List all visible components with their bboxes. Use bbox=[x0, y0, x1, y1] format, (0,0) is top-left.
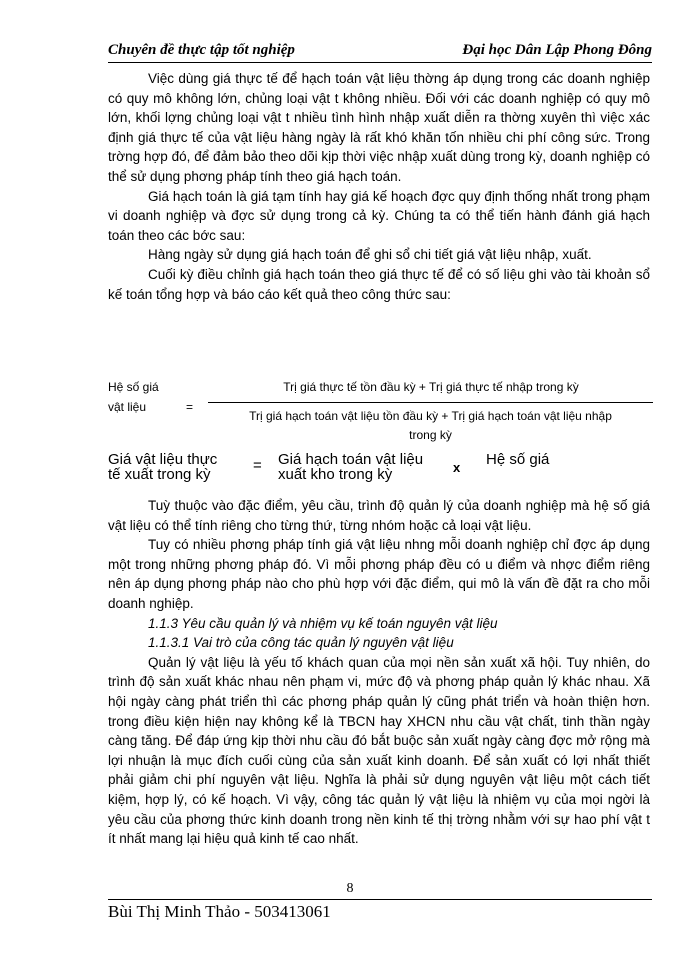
section-heading: 1.1.3 Yêu cầu quản lý và nhiệm vụ kế toán nguyên vật liệu bbox=[148, 615, 498, 631]
paragraph: Cuối kỳ điều chỉnh giá hạch toán theo giá thực tế để có số liệu ghi vào tài khoản sổ kế toán tổng hợp và báo cáo kết quả theo công thức sau: bbox=[108, 266, 650, 302]
formula-equals: = bbox=[186, 400, 194, 414]
middle-term-line2: xuất kho trong kỳ bbox=[278, 466, 393, 483]
actual-price-formula bbox=[108, 452, 653, 488]
paragraph: Hàng ngày sử dụng giá hạch toán để ghi sổ chi tiết giá vật liệu nhập, xuất. bbox=[148, 247, 592, 263]
paragraph: Việc dùng giá thực tế để hạch toán vật liệu thờng áp dụng trong các doanh nghiệp có quy mô không lớn, chủng loại vật t không nhiều. Đối với các doanh nghiệp có quy mô lớn, khối lợng chủng loại vật t nhiều tình hình nhập xuất diễn ra thờng xuyên thì việc xác định giá thực tế của vật liệu hàng ngày là rất khó khăn tốn nhiều chi phí công sức. Trong trờng hợp đó, để đảm bảo theo dõi kịp thời việc nhập xuất dùng trong kỳ, doanh nghiệp có thể sử dụng phơng pháp tính theo giá hạch toán. bbox=[108, 71, 650, 184]
body-section-1 bbox=[108, 69, 650, 304]
left-term-line1: Giá vật liệu thực bbox=[108, 451, 218, 468]
formula-equals: = bbox=[253, 457, 262, 474]
paragraph: Tuy có nhiều phơng pháp tính giá vật liệu nhng mỗi doanh nghiệp chỉ đợc áp dụng một trong những phơng pháp đó. Vì mỗi phơng pháp đều có u điểm và nhợc điểm riêng nên áp dụng phơng pháp nào cho phù hợp với đặc điểm, qui mô là vấn đề đặt ra cho mỗi doanh nghiệp. bbox=[108, 537, 650, 611]
formula-left-term bbox=[108, 452, 217, 482]
page-number: 8 bbox=[346, 881, 354, 896]
formula-times: x bbox=[453, 460, 461, 475]
coefficient-formula bbox=[108, 372, 653, 448]
paragraph: Tuỳ thuộc vào đặc điểm, yêu cầu, trình độ quản lý của doanh nghiệp mà hệ số giá vật liệu có thể tính riêng cho từng thứ, từng nhóm hoặc cả loại vật liệu. bbox=[108, 498, 650, 533]
formula-label-line2: vật liệu bbox=[108, 400, 147, 414]
formula-denominator bbox=[208, 407, 653, 445]
paragraph: Quản lý vật liệu là yếu tố khách quan của mọi nền sản xuất xã hội. Tuy nhiên, do trình độ sản xuất khác nhau nên phạm vi, mức độ và phơng pháp quản lý khác nhau. Xã hội ngày càng phát triển thì các phơng pháp quản lý cũng phát triển và hoàn thiện hơn. trong điều kiện hiện nay không kể là TBCN hay XHCN nhu cầu vật chất, tinh thần ngày càng tăng. Để đáp ứng kịp thời nhu cầu đó bắt buộc sản xuất ngày càng đợc mở rộng mà lợi nhuận là mục đích cuối cùng của sản xuất kinh doanh. Để sản xuất có lợi nhất thiết phải giảm chi phí nguyên vật liệu. Nghĩa là phải sử dụng nguyên vật liệu một cách tiết kiệm, hợp lý, có kế hoạch. Vì vậy, công tác quản lý vật liệu là nhiệm vụ của mọi ngời là yêu cầu của phơng thức kinh doanh trong nền kinh tế thị trờng nhằm với sự hao phí vật t ít nhất mang lại hiệu quả kinh tế cao nhất. bbox=[108, 654, 650, 847]
header-institution: Đại học Dân Lập Phong Đông bbox=[462, 42, 652, 58]
formula-middle-term bbox=[278, 452, 423, 482]
denominator-line2: trong kỳ bbox=[409, 428, 452, 442]
formula-label-line1: Hệ số giá bbox=[108, 380, 159, 394]
footer-author: Bùi Thị Minh Thảo - 503413061 bbox=[108, 902, 331, 921]
right-term-line1: Hệ số giá bbox=[486, 451, 550, 468]
denominator-line1: Trị giá hạch toán vật liệu tồn đầu kỳ + Trị giá hạch toán vật liệu nhập bbox=[249, 409, 612, 423]
header-divider bbox=[108, 62, 652, 63]
body-section-2 bbox=[108, 496, 650, 849]
header-title: Chuyên đề thực tập tốt nghiệp bbox=[108, 42, 295, 58]
page-header bbox=[108, 36, 652, 60]
formula-numerator: Trị giá thực tế tồn đầu kỳ + Trị giá thực tế nhập trong kỳ bbox=[283, 380, 579, 394]
footer-divider bbox=[108, 899, 652, 900]
subsection-heading: 1.1.3.1 Vai trò của công tác quản lý nguyên vật liệu bbox=[148, 635, 454, 651]
paragraph: Giá hạch toán là giá tạm tính hay giá kế hoạch đợc quy định thống nhất trong phạm vi doanh nghiệp và đợc sử dụng trong cả kỳ. Chúng ta có thể tiến hành đánh giá hạch toán theo các bớc sau: bbox=[108, 188, 650, 243]
formula-right-term bbox=[486, 452, 549, 467]
fraction-bar bbox=[208, 402, 653, 403]
middle-term-line1: Giá hạch toán vật liệu bbox=[278, 451, 424, 468]
left-term-line2: tế xuất trong kỳ bbox=[108, 466, 211, 483]
